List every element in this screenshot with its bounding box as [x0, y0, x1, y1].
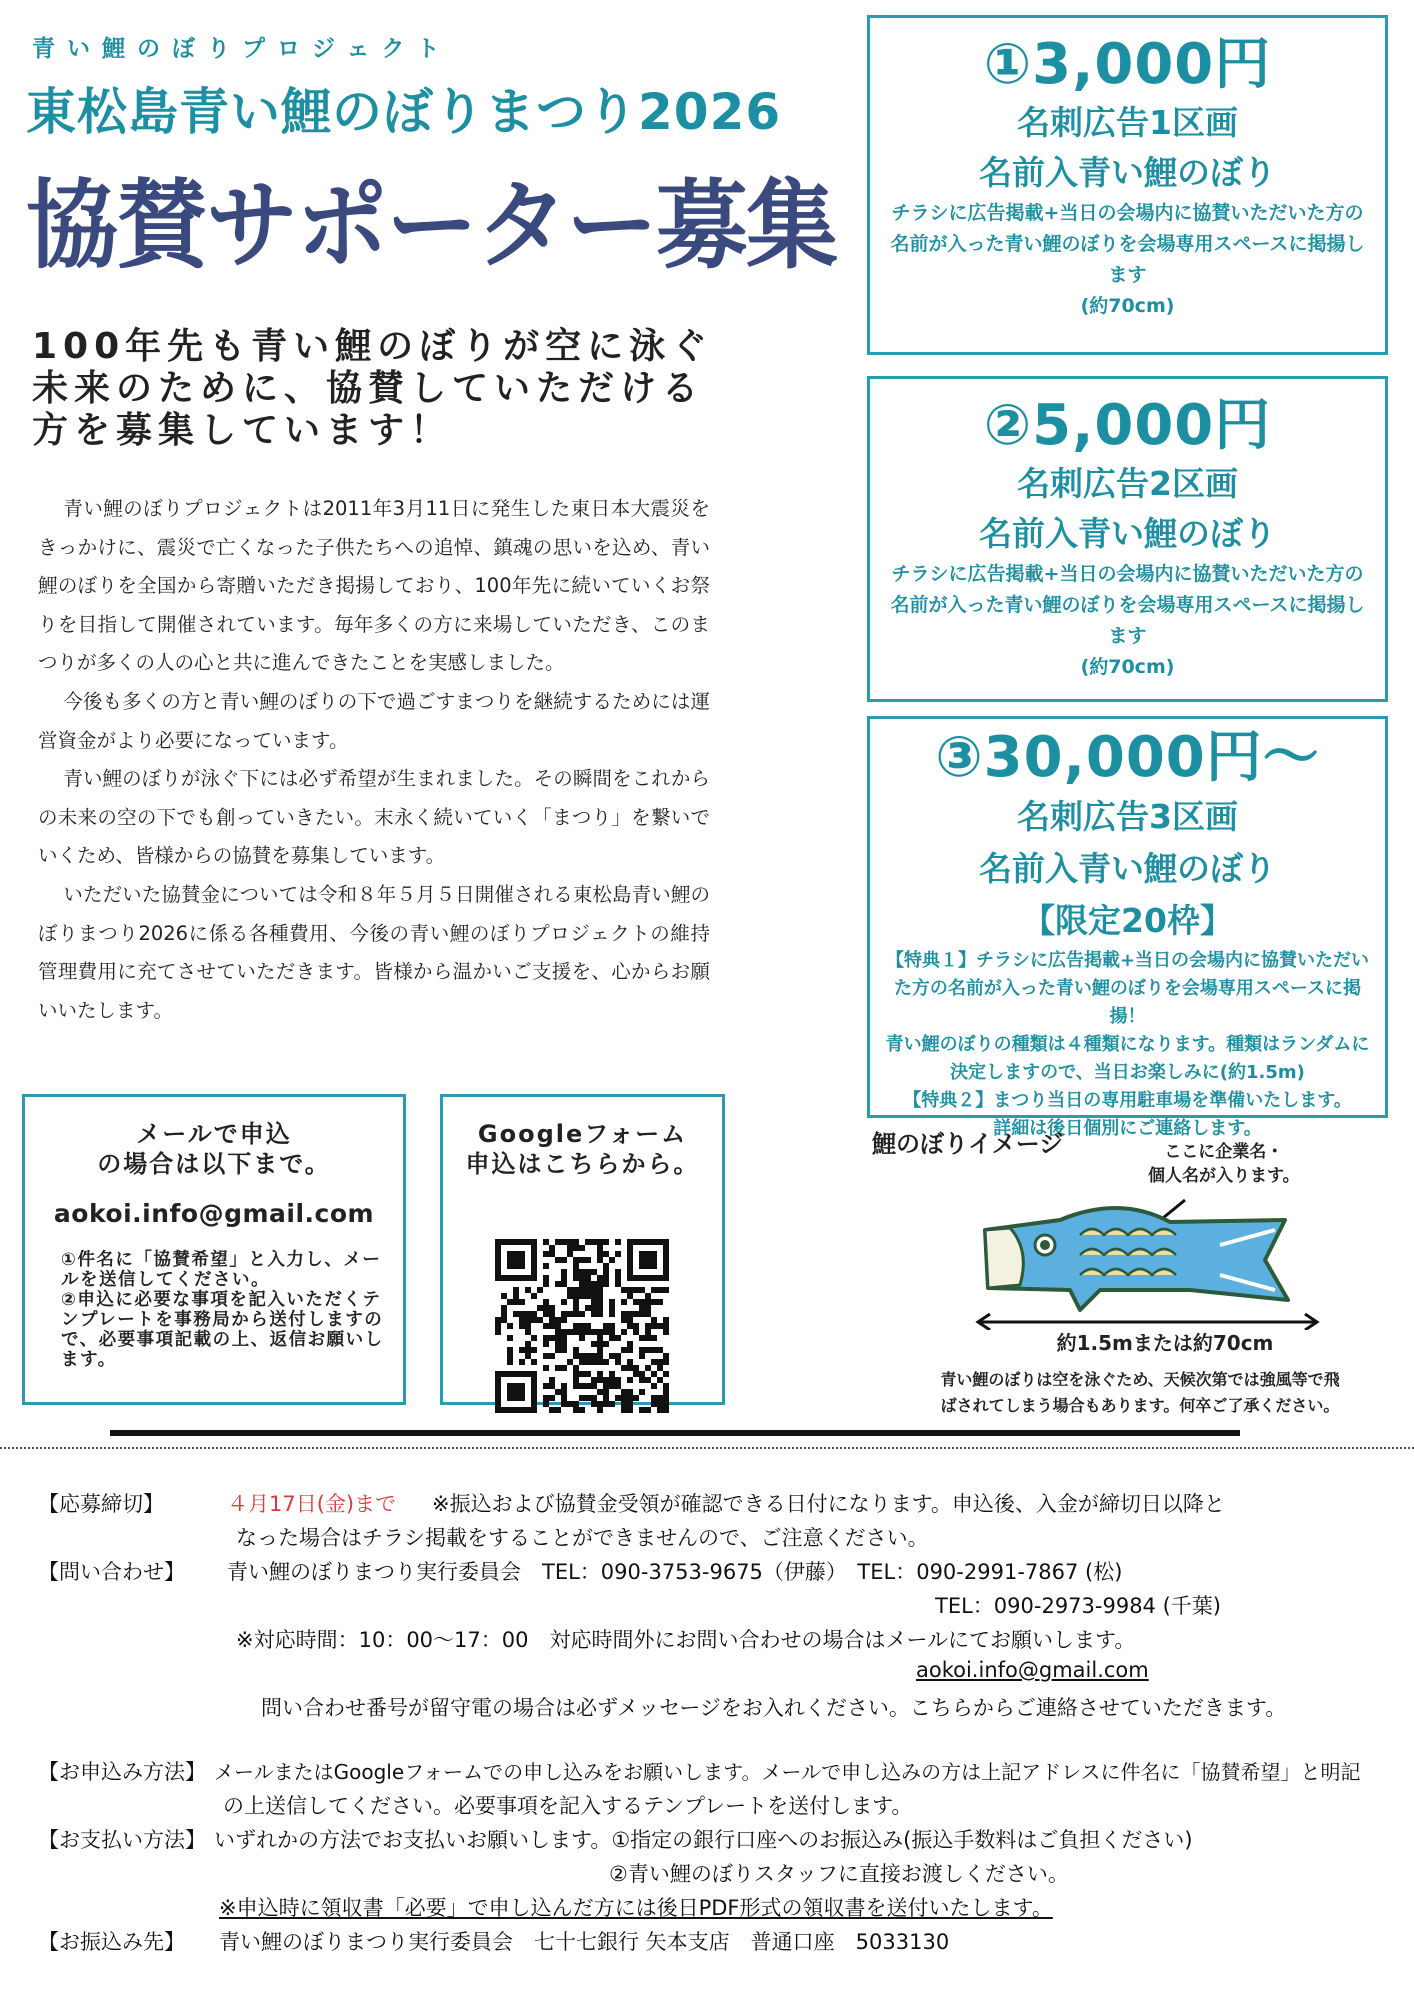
- plan-size: (約70cm): [1080, 656, 1175, 678]
- plan-desc: チラシに広告掲載+当日の会場内に協賛いただいた方の名前が入った青い鯉のぼりを会場専用スペースに掲揚します: [890, 563, 1365, 647]
- kite-image-title: 鯉のぼりイメージ: [872, 1130, 1064, 1158]
- plan-perk: 青い鯉のぼりの種類は４種類になります。種類はランダムに決定しますので、当日お楽しみに(約1.5m): [885, 1034, 1370, 1083]
- plan-ad: 名刺広告2区画: [1017, 464, 1238, 503]
- body-paragraph: 青い鯉のぼりプロジェクトは2011年3月11日に発生した東日本大震災をきっかけに、震災で亡くなった子供たちへの追悼、鎮魂の思いを込め、青い鯉のぼりを全国から寄贈いただき掲揚しており、100年先に続いていくお祭りを目指して開催されています。毎年多くの方に来場していただき、このまつりが多くの人の心と共に進んできたことを実感しました。: [38, 497, 710, 675]
- event-title: 東松島青い鯉のぼりまつり2026: [26, 83, 782, 141]
- body-paragraph: 青い鯉のぼりが泳ぐ下には必ず希望が生まれました。その瞬間をこれからの未来の空の下でも創っていきたい。末永く続いていく「まつり」を繋いでいくため、皆様からの協賛を募集しています。: [38, 767, 710, 868]
- google-form-box: [440, 1094, 725, 1405]
- lead-line: 方を募集しています！: [32, 410, 453, 451]
- payment-label: 【お支払い方法】: [38, 1828, 206, 1852]
- contact-label: 【問い合わせ】: [38, 1560, 185, 1584]
- koinobori-illustration: [970, 1190, 1330, 1330]
- kite-name-note: [1148, 1140, 1300, 1188]
- contact-email-link[interactable]: aokoi.info@gmail.com: [916, 1658, 1149, 1682]
- lead-text: [32, 326, 713, 452]
- plan-size: (約70cm): [1080, 295, 1175, 317]
- plan-item: 名前入青い鯉のぼり: [979, 153, 1276, 192]
- plan-price: ③30,000円～: [935, 725, 1320, 790]
- contact-hours: ※対応時間：10：00～17：00 対応時間外にお問い合わせの場合はメールにてお願いします。: [236, 1628, 1136, 1652]
- contact-phone-chiba: TEL：090-2973-9984 (千葉): [935, 1594, 1221, 1618]
- body-paragraph: 今後も多くの方と青い鯉のぼりの下で過ごすまつりを継続するためには運営資金がより必要になっています。: [38, 689, 710, 752]
- body-text: [38, 490, 710, 1030]
- form-heading-line: Googleフォーム: [477, 1120, 688, 1148]
- deadline-date: ４月17日(金)まで: [227, 1492, 397, 1516]
- mail-heading-line: の場合は以下まで。: [97, 1150, 331, 1178]
- payment-text: いずれかの方法でお支払いお願いします。①指定の銀行口座へのお振込み(振込手数料はご負担ください): [214, 1828, 1193, 1852]
- project-kicker: 青い鯉のぼりプロジェクト: [32, 36, 452, 62]
- plan-item: 名前入青い鯉のぼり: [979, 849, 1276, 888]
- bank-account: 青い鯉のぼりまつり実行委員会 七十七銀行 矢本支店 普通口座 5033130: [219, 1930, 950, 1954]
- plan-perk: 詳細は後日個別にご連絡します。: [993, 1118, 1262, 1139]
- mail-heading-line: メールで申込: [136, 1120, 292, 1148]
- mail-steps: [61, 1250, 385, 1370]
- lead-line: 未来のために、協賛していただける: [32, 368, 705, 409]
- plan-box-1: [867, 15, 1388, 355]
- divider-dotted: [0, 1447, 1414, 1449]
- form-heading: [443, 1119, 722, 1179]
- contact-voicemail-note: 問い合わせ番号が留守電の場合は必ずメッセージをお入れください。こちらからご連絡させていただきます。: [261, 1696, 1287, 1720]
- plan-ad: 名刺広告3区画: [1017, 797, 1238, 836]
- plan-ad: 名刺広告1区画: [1017, 103, 1238, 142]
- deadline-label: 【応募締切】: [38, 1492, 164, 1516]
- plan-price: ①3,000円: [983, 32, 1272, 97]
- mail-step: ②申込に必要な事項を記入いただくテンプレートを事務局から送付しますので、必要事項記載の上、返信お願いします。: [61, 1290, 384, 1370]
- plan-desc: チラシに広告掲載+当日の会場内に協賛いただいた方の名前が入った青い鯉のぼりを会場専用スペースに掲揚します: [890, 202, 1365, 286]
- body-paragraph: いただいた協賛金については令和８年５月５日開催される東松島青い鯉のぼりまつり2026に係る各種費用、今後の青い鯉のぼりプロジェクトの維持管理費用に充てさせていただきます。皆様から温かいご支援を、心からお願いいたします。: [38, 882, 710, 1022]
- kite-size: 約1.5mまたは約70cm: [1056, 1331, 1274, 1355]
- apply-text: メールまたはGoogleフォームでの申し込みをお願いします。メールで申し込みの方は上記アドレスに件名に「協賛希望」と明記: [214, 1760, 1361, 1784]
- plan-perk: 【特典２】まつり当日の専用駐車場を準備いたします。: [903, 1090, 1352, 1111]
- qr-code-icon[interactable]: [495, 1239, 669, 1413]
- divider-thick: [110, 1430, 1240, 1436]
- kite-note-line: ここに企業名・: [1164, 1142, 1284, 1162]
- mail-email-link[interactable]: aokoi.info@gmail.com: [53, 1199, 375, 1228]
- apply-label: 【お申込み方法】: [38, 1760, 206, 1784]
- page-headline: 協賛サポーター募集: [26, 169, 837, 283]
- form-heading-line: 申込はこちらから。: [465, 1150, 700, 1178]
- mail-apply-box: [22, 1094, 406, 1405]
- deadline-note: ※振込および協賛金受領が確認できる日付になります。申込後、入金が締切日以降と: [432, 1492, 1225, 1516]
- mail-step: ①件名に「協賛希望」と入力し、メールを送信してください。: [61, 1250, 382, 1290]
- deadline-note: なった場合はチラシ掲載をすることができませんので、ご注意ください。: [236, 1526, 929, 1550]
- kite-warning: [900, 1367, 1380, 1419]
- apply-text: の上送信してください。必要事項を記入するテンプレートを送付します。: [223, 1794, 913, 1818]
- bank-label: 【お振込み先】: [38, 1930, 185, 1954]
- receipt-note: ※申込時に領収書「必要」で申し込んだ方には後日PDF形式の領収書を送付いたします。: [219, 1896, 1053, 1920]
- plan-price: ②5,000円: [983, 393, 1272, 458]
- plan-box-3: [867, 716, 1388, 1139]
- kite-warning-line: 青い鯉のぼりは空を泳ぐため、天候次第では強風等で飛: [940, 1370, 1340, 1389]
- kite-warning-line: ばされてしまう場合もあります。何卒ご了承ください。: [940, 1396, 1340, 1415]
- plan-box-2: [867, 376, 1388, 702]
- lead-line: 100年先も青い鯉のぼりが空に泳ぐ: [32, 326, 714, 367]
- plan-limit: 【限定20枠】: [1022, 901, 1233, 940]
- kite-note-line: 個人名が入ります。: [1148, 1166, 1300, 1186]
- payment-text: ②青い鯉のぼりスタッフに直接お渡しください。: [609, 1862, 1069, 1886]
- mail-heading: [25, 1119, 403, 1179]
- contact-phones: 青い鯉のぼりまつり実行委員会 TEL：090-3753-9675（伊藤） TEL：090-2991-7867 (松): [227, 1560, 1123, 1584]
- plan-item: 名前入青い鯉のぼり: [979, 514, 1276, 553]
- plan-perk: 【特典１】チラシに広告掲載+当日の会場内に協賛いただいた方の名前が入った青い鯉のぼりを会場専用スペースに掲揚！: [885, 950, 1370, 1027]
